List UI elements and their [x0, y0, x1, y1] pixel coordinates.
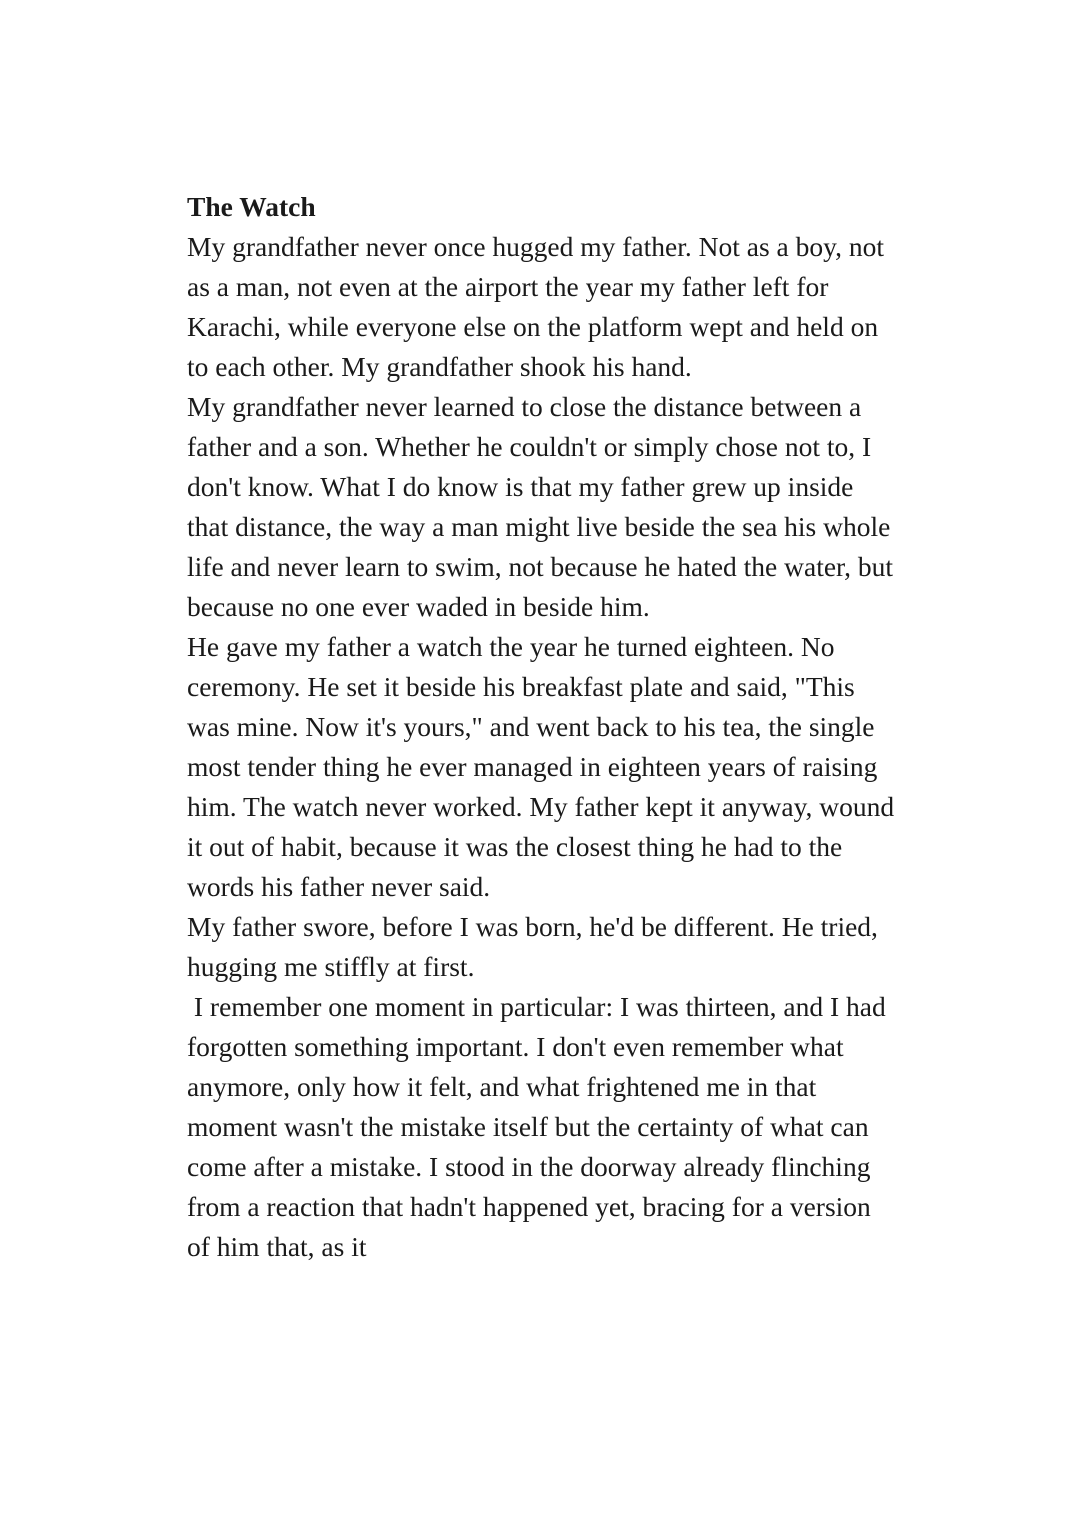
paragraph-2: My grandfather never learned to close the distance between a father and a son. Whether he couldn't or simply chose not to, I don't know. What I do know is that my father grew up inside that distance, the way a man might live beside the sea his whole life and never learn to swim, not because he hated the water, but because no one ever waded in beside him. — [187, 391, 900, 622]
document-title: The Watch — [187, 191, 316, 222]
paragraph-4: My father swore, before I was born, he'd be different. He tried, hugging me stiffly at first. — [187, 911, 885, 982]
paragraph-5: I remember one moment in particular: I was thirteen, and I had forgotten something important. I don't even remember what anymore, only how it felt, and what frightened me in that moment wasn't the mistake itself but the certainty of what can come after a mistake. I stood in the doorway already flinching from a reaction that hadn't happened yet, bracing for a version of him that, as it — [187, 991, 893, 1262]
paragraph-3: He gave my father a watch the year he turned eighteen. No ceremony. He set it beside his breakfast plate and said, "This was mine. Now it's yours," and went back to his tea, the single most tender thing he ever managed in eighteen years of raising him. The watch never worked. My father kept it anyway, wound it out of habit, because it was the closest thing he had to the words his father never said. — [187, 631, 902, 902]
paragraph-1: My grandfather never once hugged my father. Not as a boy, not as a man, not even at the airport the year my father left for Karachi, while everyone else on the platform wept and held on to each other. My grandfather shook his hand. — [187, 231, 891, 382]
document-body — [187, 187, 902, 1267]
